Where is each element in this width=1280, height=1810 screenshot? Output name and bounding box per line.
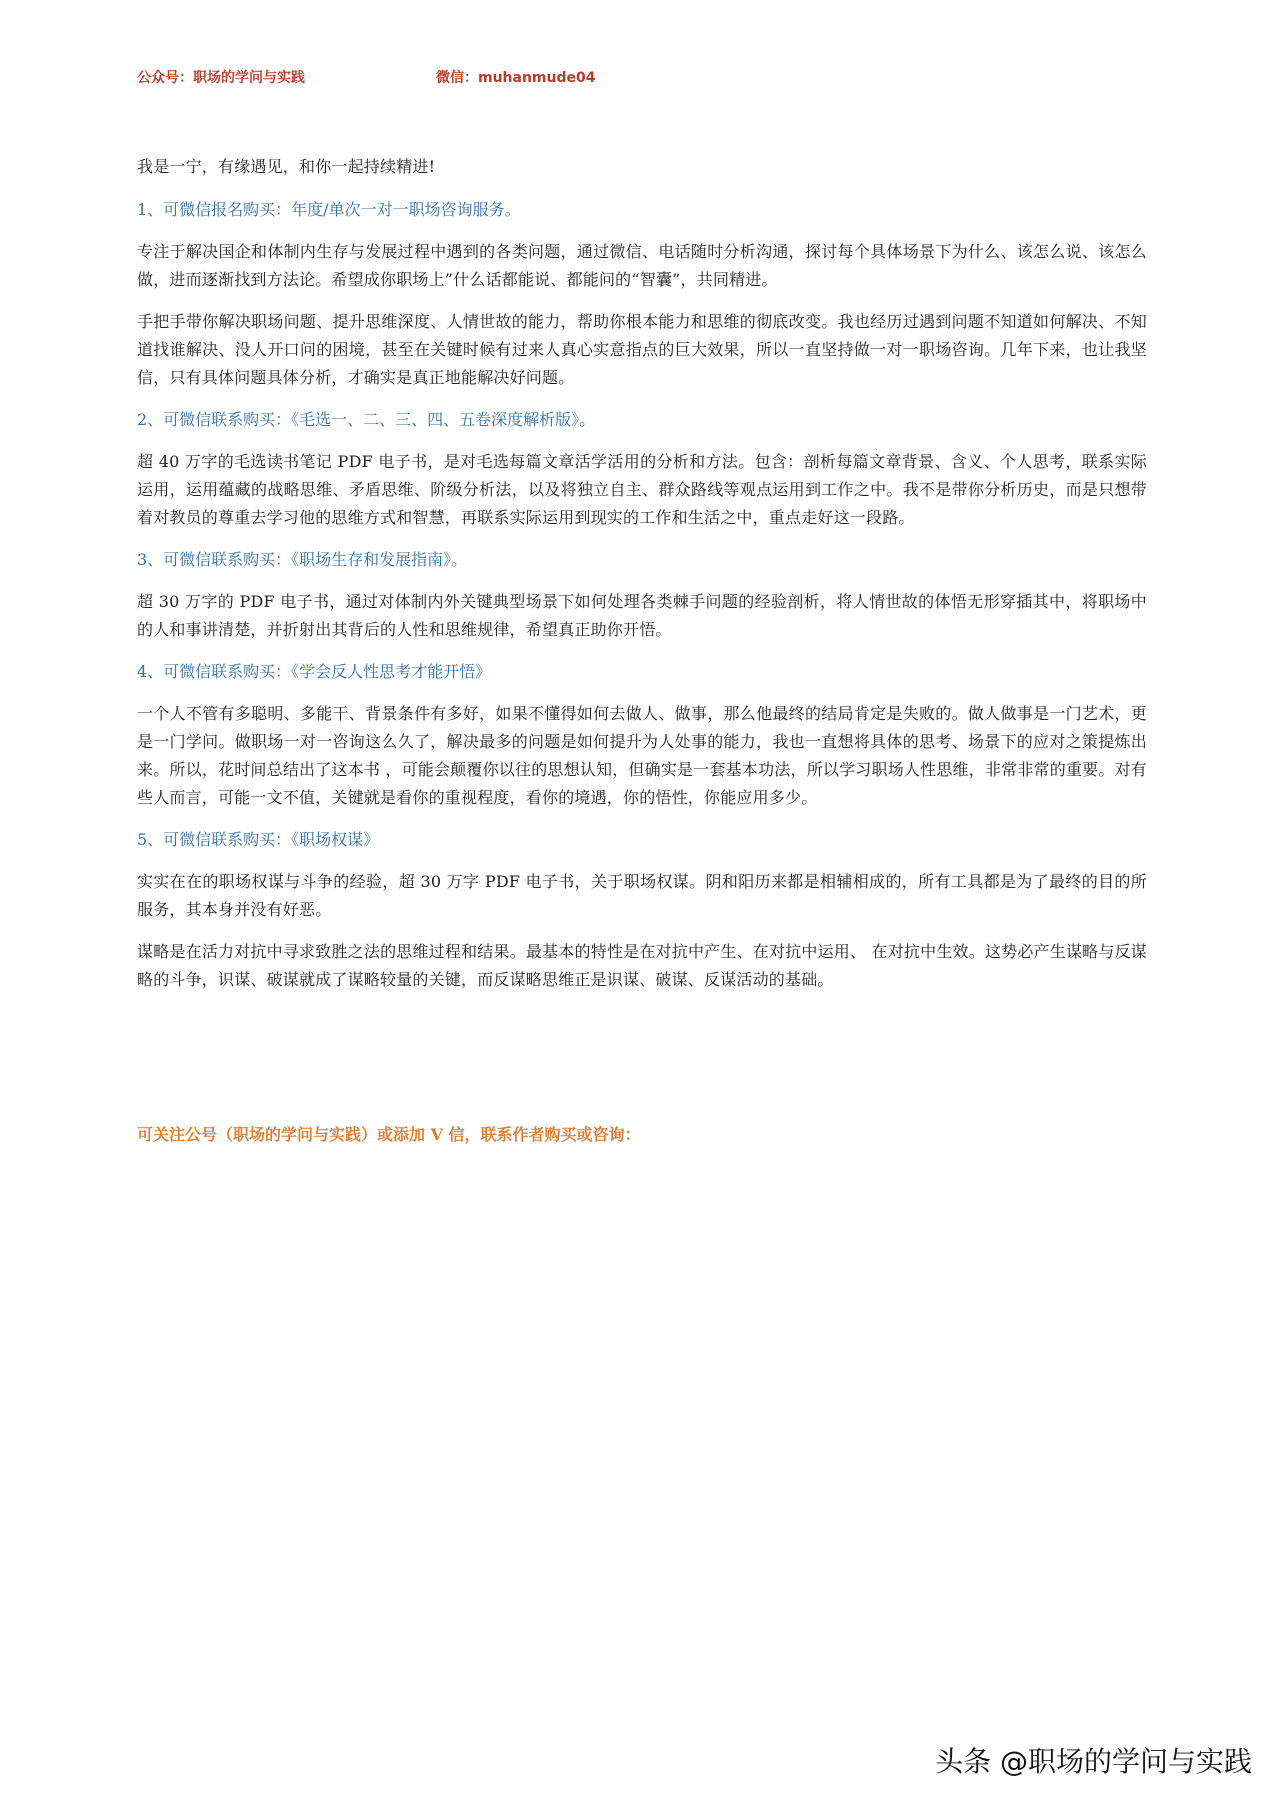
section-title-1: 1、可微信报名购买：年度/单次一对一职场咨询服务。 bbox=[137, 200, 521, 219]
section-title-2: 2、可微信联系购买：《毛选一、二、三、四、五卷深度解析版》。 bbox=[137, 410, 596, 429]
contact-call-to-action: 可关注公号（职场的学问与实践）或添加 V 信，联系作者购买或咨询： bbox=[137, 1125, 641, 1144]
section-5-paragraph-1: 实实在在的职场权谋与斗争的经验，超 30 万字 PDF 电子书，关于职场权谋。阴和阳历来都是相辅相成的，所有工具都是为了最终的目的所服务，其本身并没有好恶。 bbox=[137, 872, 1147, 919]
section-1-paragraph-2: 手把手带你解决职场问题、提升思维深度、人情世故的能力，帮助你根本能力和思维的彻底改变。我也经历过遇到问题不知道如何解决、不知道找谁解决、没人开口问的困境，甚至在关键时候有过来人真心实意指点的巨大效果，所以一直坚持做一对一职场咨询。几年下来，也让我坚信，只有具体问题具体分析，才确实是真正地能解决好问题。 bbox=[137, 312, 1147, 387]
document-body bbox=[137, 153, 1147, 1008]
section-title-5: 5、可微信联系购买：《职场权谋》 bbox=[137, 830, 380, 849]
section-2-paragraph-1: 超 40 万字的毛选读书笔记 PDF 电子书，是对毛选每篇文章活学活用的分析和方法。包含：剖析每篇文章背景、含义、个人思考，联系实际运用，运用蕴藏的战略思维、矛盾思维、阶级分析法，以及将独立自主、群众路线等观点运用到工作之中。我不是带你分析历史，而是只想带着对教员的尊重去学习他的思维方式和智慧，再联系实际运用到现实的工作和生活之中，重点走好这一段路。 bbox=[137, 452, 1147, 527]
toutiao-watermark: 头条 @职场的学问与实践 bbox=[935, 1745, 1252, 1778]
section-1-paragraph-1: 专注于解决国企和体制内生存与发展过程中遇到的各类问题，通过微信、电话随时分析沟通，探讨每个具体场景下为什么、该怎么说、该怎么做，进而逐渐找到方法论。希望成你职场上”什么话都能说、都能问的“智囊”，共同精进。 bbox=[137, 242, 1147, 289]
section-title-3: 3、可微信联系购买：《职场生存和发展指南》。 bbox=[137, 550, 468, 569]
section-4-paragraph-1: 一个人不管有多聪明、多能干、背景条件有多好，如果不懂得如何去做人、做事，那么他最终的结局肯定是失败的。做人做事是一门艺术，更是一门学问。做职场一对一咨询这么久了，解决最多的问题是如何提升为人处事的能力，我也一直想将具体的思考、场景下的应对之策提炼出来。所以，花时间总结出了这本书 ，可能会颠覆你以往的思想认知，但确实是一套基本功法，所以学习职场人性思维，非常非常的重要。对有些人而言，可能一文不值，关键就是看你的重视程度，看你的境遇，你的悟性，你能应用多少。 bbox=[137, 704, 1147, 807]
page-header bbox=[137, 67, 1137, 91]
section-3-paragraph-1: 超 30 万字的 PDF 电子书，通过对体制内外关键典型场景下如何处理各类棘手问题的经验剖析，将人情世故的体悟无形穿插其中，将职场中的人和事讲清楚，并折射出其背后的人性和思维规律，希望真正助你开悟。 bbox=[137, 592, 1147, 639]
header-wechat-id: 微信：muhanmude04 bbox=[436, 70, 596, 86]
section-title-4: 4、可微信联系购买：《学会反人性思考才能开悟》 bbox=[137, 662, 492, 681]
intro-text: 我是一宁，有缘遇见，和你一起持续精进! bbox=[137, 157, 436, 176]
header-account-name: 公众号：职场的学问与实践 bbox=[137, 70, 305, 86]
section-5-paragraph-2: 谋略是在活力对抗中寻求致胜之法的思维过程和结果。最基本的特性是在对抗中产生、在对抗中运用、 在对抗中生效。这势必产生谋略与反谋略的斗争，识谋、破谋就成了谋略较量的关键，而反谋略思维正是识谋、破谋、反谋活动的基础。 bbox=[137, 942, 1147, 989]
